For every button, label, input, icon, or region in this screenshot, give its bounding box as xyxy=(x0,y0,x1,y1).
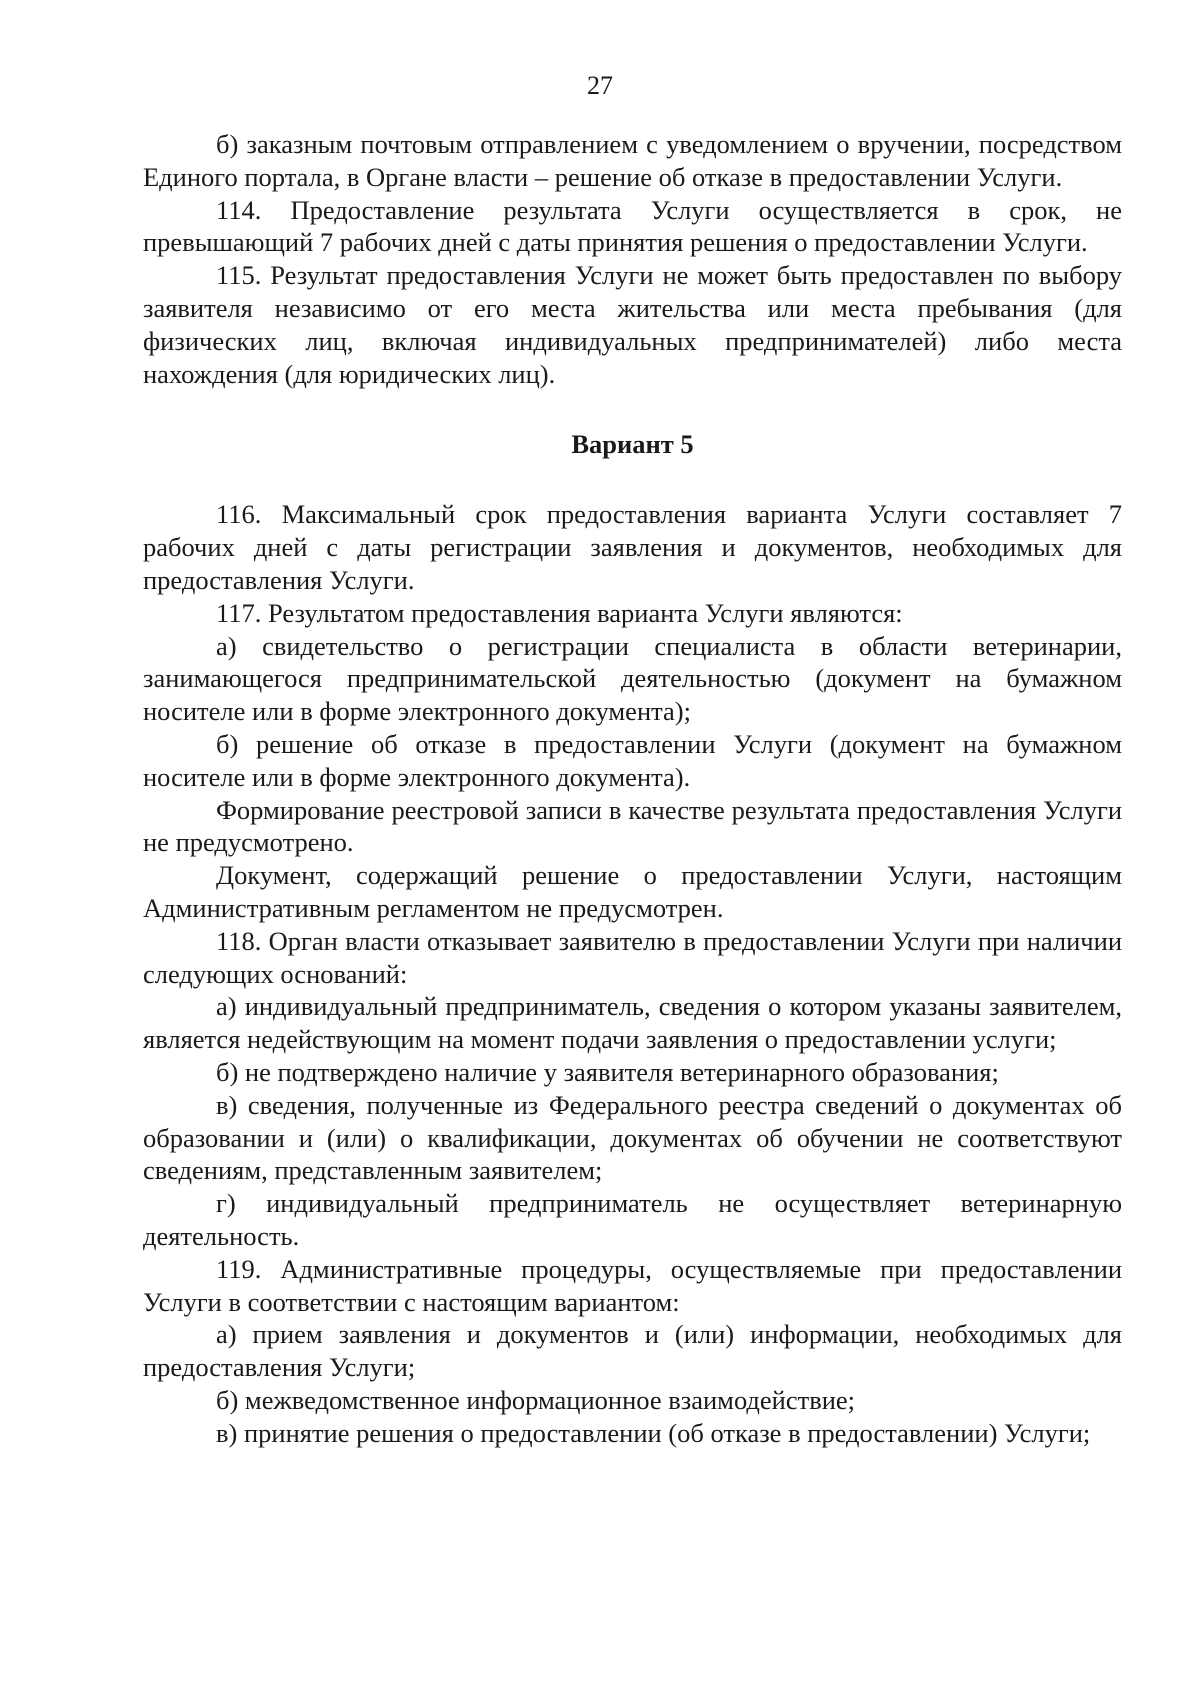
paragraph: 119. Административные процедуры, осуществляемые при предоставлении Услуги в соответствии с настоящим вариантом: xyxy=(143,1253,1122,1317)
paragraph: а) прием заявления и документов и (или) информации, необходимых для предоставления Услуги; xyxy=(143,1319,1122,1383)
paragraph: в) сведения, полученные из Федерального реестра сведений о документах об образовании и (или) о квалификации, документах об обучении не соответствуют сведениям, представленным заявителем; xyxy=(143,1089,1122,1186)
document-body xyxy=(143,128,1122,1449)
paragraph: а) свидетельство о регистрации специалиста в области ветеринарии, занимающегося предпринимательской деятельностью (документ на бумажном носителе или в форме электронного документа); xyxy=(143,630,1122,727)
paragraph: а) индивидуальный предприниматель, сведения о котором указаны заявителем, является недействующим на момент подачи заявления о предоставлении услуги; xyxy=(143,991,1122,1055)
paragraph: 117. Результатом предоставления варианта Услуги являются: xyxy=(216,597,903,628)
section-title: Вариант 5 xyxy=(571,429,694,460)
page-number: 27 xyxy=(587,71,613,100)
paragraph: в) принятие решения о предоставлении (об отказе в предоставлении) Услуги; xyxy=(216,1417,1091,1448)
paragraph: г) индивидуальный предприниматель не осуществляет ветеринарную деятельность. xyxy=(143,1188,1122,1251)
paragraph: Формирование реестровой записи в качестве результата предоставления Услуги не предусмотрено. xyxy=(143,794,1122,858)
paragraph: б) межведомственное информационное взаимодействие; xyxy=(216,1384,856,1415)
paragraph: 116. Максимальный срок предоставления варианта Услуги составляет 7 рабочих дней с даты регистрации заявления и документов, необходимых для предоставления Услуги. xyxy=(143,499,1122,595)
paragraph: 115. Результат предоставления Услуги не может быть предоставлен по выбору заявителя независимо от его места жительства или места пребывания (для физических лиц, включая индивидуальных предпринимателей) либо места нахождения (для юридических лиц). xyxy=(143,260,1122,389)
paragraph: б) решение об отказе в предоставлении Услуги (документ на бумажном носителе или в форме электронного документа). xyxy=(143,728,1122,792)
paragraph: 114. Предоставление результата Услуги осуществляется в срок, не превышающий 7 рабочих дней с даты принятия решения о предоставлении Услуги. xyxy=(143,194,1122,258)
paragraph: б) не подтверждено наличие у заявителя ветеринарного образования; xyxy=(216,1056,999,1087)
paragraph: б) заказным почтовым отправлением с уведомлением о вручении, посредством Единого портала, в Органе власти – решение об отказе в предоставлении Услуги. xyxy=(143,129,1122,192)
paragraph: Документ, содержащий решение о предоставлении Услуги, настоящим Административным регламентом не предусмотрен. xyxy=(143,860,1122,923)
paragraph: 118. Орган власти отказывает заявителю в предоставлении Услуги при наличии следующих оснований: xyxy=(143,925,1122,989)
